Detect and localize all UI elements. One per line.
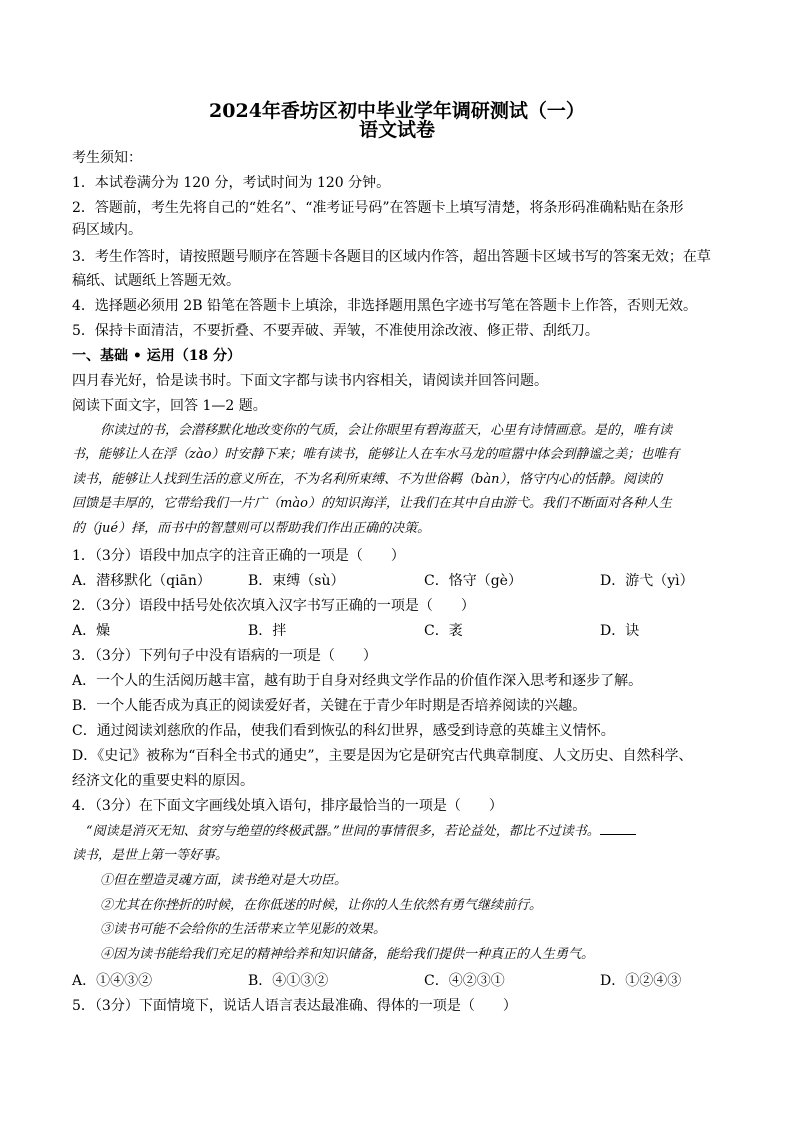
option-c[interactable]: C．④②③① (424, 973, 505, 989)
option-b[interactable]: B．④①③② (248, 973, 329, 989)
option-b[interactable]: B．拌 (248, 623, 287, 639)
notice-item: 4．选择题必须用 2B 铅笔在答题卡上填涂，非选择题用黑色字迹书写笔在答题卡上作答，否则无效。 (72, 298, 698, 314)
option-d[interactable]: D．游弋（yì） (600, 573, 694, 589)
notice-heading: 考生须知： (72, 150, 142, 166)
notice-item: 3．考生作答时，请按照题号顺序在答题卡各题目的区域内作答，超出答题卡区域书写的答案无效；在草 (72, 249, 711, 265)
passage-line: 书，能够让人在浮（zào）时安静下来；唯有读书，能够让人在车水马龙的喧嚣中体会到静谧之美；也唯有 (72, 447, 680, 462)
quote-line-2: 读书，是世上第一等好事。 (72, 848, 229, 863)
question-3-stem: 3．（3分）下列句子中没有语病的一项是（ ） (72, 648, 377, 664)
option-a[interactable]: A．潜移默化（qiān） (72, 573, 211, 589)
read-prompt: 阅读下面文字，回答 1—2 题。 (72, 398, 267, 414)
quote-line (72, 822, 724, 842)
question-5-stem: 5．（3分）下面情境下，说话人语言表达最准确、得体的一项是（ ） (72, 998, 517, 1014)
option-d[interactable]: D．《史记》被称为“百科全书式的通史”，主要是因为它是研究古代典章制度、人文历史、自然科学、 (72, 748, 693, 764)
option-c[interactable]: C．袤 (424, 623, 463, 639)
quote-text: “阅读是消灭无知、贫穷与绝望的终极武器。”世间的事情很多，若论益处，都比不过读书。 (86, 824, 600, 839)
fill-blank (600, 822, 636, 835)
ordered-sentence: ④因为读书能给我们充足的精神给养和知识储备，能给我们提供一种真正的人生勇气。 (100, 947, 595, 962)
ordered-sentence: ①但在塑造灵魂方面，读书绝对是大功臣。 (100, 873, 348, 888)
notice-item: 稿纸、试题纸上答题无效。 (72, 273, 240, 289)
section-intro: 四月春光好，恰是读书时。下面文字都与读书内容相关，请阅读并回答问题。 (72, 373, 548, 389)
passage-line: 你读过的书，会潜移默化地改变你的气质，会让你眼里有碧海蓝天，心里有诗情画意。是的，唯有读 (100, 423, 673, 438)
option-b[interactable]: B．一个人能否成为真正的阅读爱好者，关键在于青少年时期是否培养阅读的兴趣。 (72, 698, 587, 714)
option-a[interactable]: A．①④③② (72, 973, 153, 989)
passage-line: 回馈是丰厚的，它带给我们一片广（mào）的知识海洋，让我们在其中自由游弋。我们不断面对各种人生 (72, 496, 672, 511)
question-2-stem: 2．（3分）语段中括号处依次填入汉字书写正确的一项是（ ） (72, 598, 475, 614)
question-1-stem: 1．（3分）语段中加点字的注音正确的一项是（ ） (72, 548, 405, 564)
section-heading: 一、基础 • 运用（18 分） (72, 348, 242, 364)
notice-item: 2．答题前，考生先将自己的“姓名”、“准考证号码”在答题卡上填写清楚，将条形码准确粘贴在条形 (72, 200, 684, 216)
option-d-continued: 经济文化的重要史料的原因。 (72, 773, 254, 789)
ordered-sentence: ③读书可能不会给你的生活带来立竿见影的效果。 (100, 922, 387, 937)
exam-title: 2024年香坊区初中毕业学年调研测试（一） (209, 100, 585, 122)
option-a[interactable]: A．燥 (72, 623, 111, 639)
option-d[interactable]: D．诀 (600, 623, 640, 639)
passage-line: 的（jué）择，而书中的智慧则可以帮助我们作出正确的决策。 (72, 521, 431, 536)
option-d[interactable]: D．①②④③ (600, 973, 682, 989)
notice-item: 5．保持卡面清洁，不要折叠、不要弄破、弄皱，不准使用涂改液、修正带、刮纸刀。 (72, 323, 599, 339)
ordered-sentence: ②尤其在你挫折的时候，在你低迷的时候，让你的人生依然有勇气继续前行。 (100, 898, 543, 913)
exam-subtitle: 语文试卷 (358, 119, 435, 141)
notice-item: 码区域内。 (72, 222, 142, 238)
option-a[interactable]: A．一个人的生活阅历越丰富，越有助于自身对经典文学作品的价值作深入思考和逐步了解。 (72, 673, 643, 689)
option-b[interactable]: B．束缚（sù） (248, 573, 345, 589)
question-4-stem: 4．（3分）在下面文字画线处填入语句，排序最恰当的一项是（ ） (72, 798, 503, 814)
option-c[interactable]: C．通过阅读刘慈欣的作品，使我们看到恢弘的科幻世界，感受到诗意的英雄主义情怀。 (72, 723, 615, 739)
option-c[interactable]: C．恪守（gè） (424, 573, 522, 589)
notice-item: 1．本试卷满分为 120 分，考试时间为 120 分钟。 (72, 175, 391, 191)
passage-line: 读书，能够让人找到生活的意义所在，不为名利所束缚、不为世俗羁（bàn），恪守内心的恬静。阅读的 (72, 472, 662, 487)
